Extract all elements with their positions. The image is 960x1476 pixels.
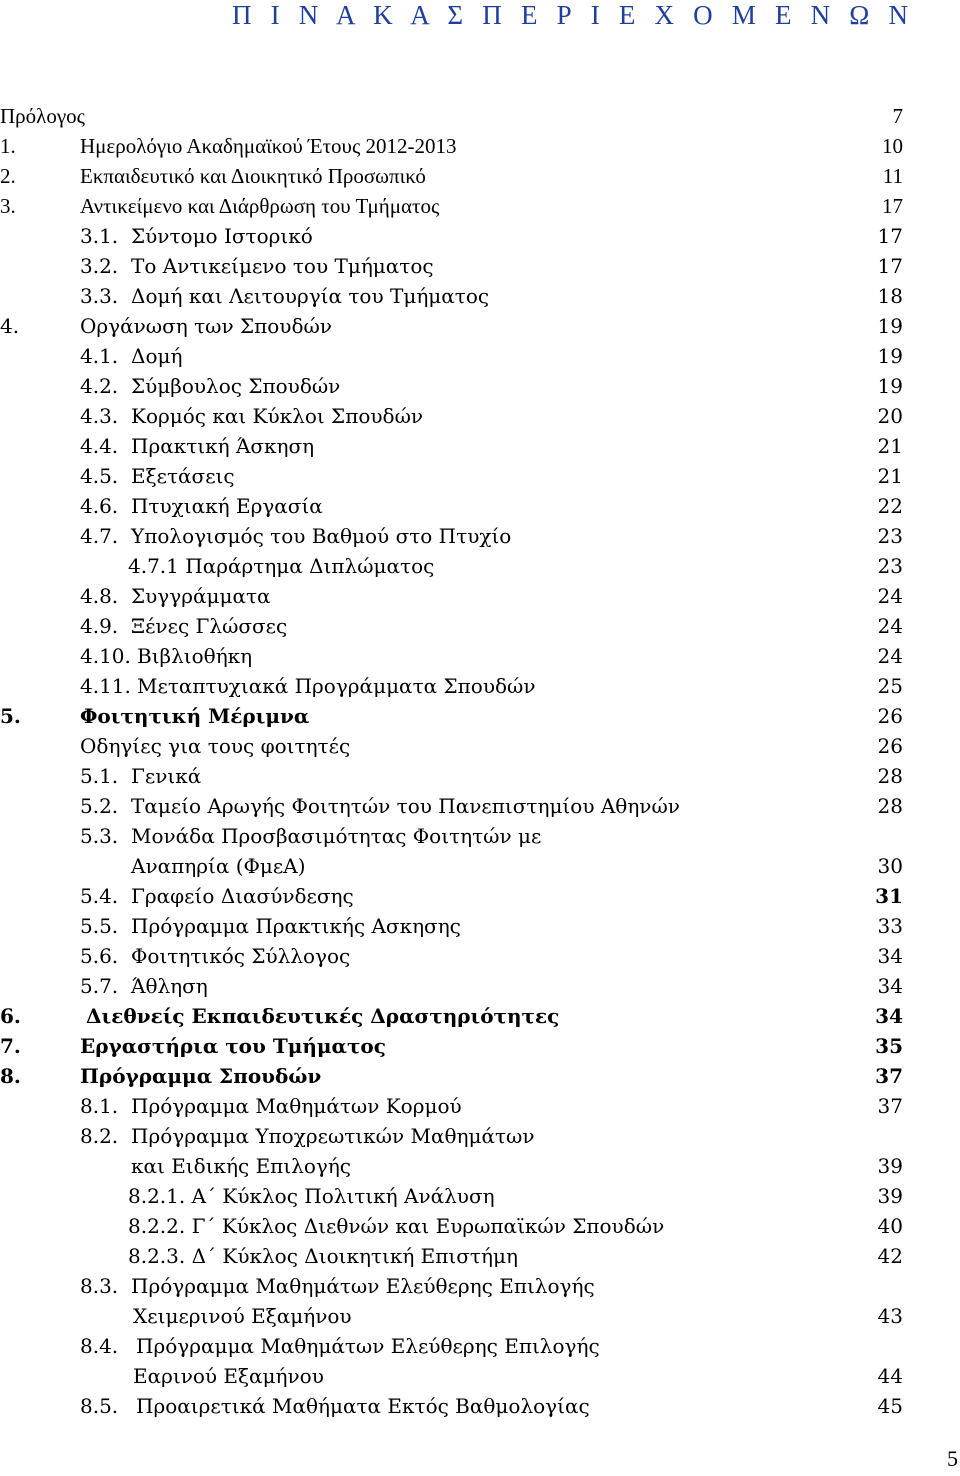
toc-entry (0, 191, 960, 221)
toc-entry (0, 971, 960, 1001)
toc-entry-page: 21 (877, 464, 903, 488)
toc-entry-page: 19 (877, 344, 903, 368)
toc-entry-page: 34 (877, 974, 903, 998)
toc-entry (0, 701, 960, 731)
toc-entry-text: Ταμείο Αρωγής Φοιτητών του Πανεπιστημίου Αθηνών (131, 794, 680, 818)
toc-entry (0, 1241, 960, 1271)
toc-entry (0, 461, 960, 491)
toc-entry-page: 17 (877, 254, 903, 278)
toc-entry-number: 5.2. (80, 794, 119, 818)
toc-entry-page: 24 (877, 614, 903, 638)
toc-entry-continuation (0, 1151, 960, 1181)
toc-entry (0, 821, 960, 851)
toc-entry-text: Πρόγραμμα Υποχρεωτικών Μαθημάτων (131, 1124, 535, 1148)
toc-entry-page: 18 (877, 284, 903, 308)
toc-entry-number: 8.3. (80, 1274, 119, 1298)
toc-entry-number: 3.1. (80, 224, 119, 248)
toc-entry-page: 21 (877, 434, 903, 458)
toc-entry (0, 551, 960, 581)
toc-entry-page: 30 (877, 854, 903, 878)
toc-entry-page: 20 (877, 404, 903, 428)
toc-entry-page: 33 (877, 914, 903, 938)
toc-entry-text: Άθληση (131, 974, 208, 998)
toc-entry-page: 43 (877, 1304, 903, 1328)
toc-entry-page: 28 (877, 794, 903, 818)
toc-entry-text: Μεταπτυχιακά Προγράμματα Σπουδών (137, 674, 536, 698)
toc-entry-page: 19 (877, 314, 903, 338)
toc-entry-text: Δομή και Λειτουργία του Τμήματος (131, 284, 490, 308)
toc-entry-page: 37 (875, 1064, 903, 1088)
toc-entry-page: 24 (877, 584, 903, 608)
toc-entry (0, 401, 960, 431)
toc-entry (0, 1001, 960, 1031)
toc-entry-page: 34 (875, 1004, 903, 1028)
toc-entry-number: 8. (0, 1064, 21, 1088)
toc-entry (0, 431, 960, 461)
toc-entry (0, 131, 960, 161)
toc-entry-number: 1. (0, 134, 16, 158)
toc-entry (0, 371, 960, 401)
toc-entry-text: Χειμερινού Εξαμήνου (133, 1304, 352, 1328)
toc-entry-number: 4.7. (80, 524, 119, 548)
toc-entry-text: Εαρινού Εξαμήνου (133, 1364, 324, 1388)
toc-entry-number: 4.5. (80, 464, 119, 488)
toc-entry (0, 1211, 960, 1241)
page-title: Π Ι Ν Α Κ Α Σ Π Ε Ρ Ι Ε Χ Ο Μ Ε Ν Ω Ν (232, 0, 915, 30)
toc-entry (0, 791, 960, 821)
toc-entry-number: 5.1. (80, 764, 119, 788)
toc-entry-text: Οδηγίες για τους φοιτητές (80, 734, 351, 758)
toc-entry-number: 8.5. (80, 1394, 119, 1418)
toc-entry-text: Σύντομο Ιστορικό (131, 224, 313, 248)
table-of-contents (0, 101, 960, 1421)
toc-entry (0, 1061, 960, 1091)
toc-entry-text: Ημερολόγιο Ακαδημαϊκού Έτους 2012-2013 (80, 134, 457, 158)
toc-entry-number: 4. (0, 314, 20, 338)
toc-entry-page: 17 (877, 224, 903, 248)
toc-entry-text: Το Αντικείμενο του Τμήματος (131, 254, 434, 278)
toc-entry-number: 3.3. (80, 284, 119, 308)
toc-entry-text: 4.7.1 Παράρτημα Διπλώματος (128, 554, 435, 578)
toc-entry-number: 7. (0, 1034, 21, 1058)
toc-entry-number: 5.5. (80, 914, 119, 938)
toc-entry-text: Κορμός και Κύκλοι Σπουδών (131, 404, 424, 428)
toc-entry-text: Διεθνείς Εκπαιδευτικές Δραστηριότητες (86, 1004, 560, 1028)
toc-entry-text: Φοιτητική Μέριμνα (80, 704, 310, 728)
toc-entry-text: Πρόλογος (0, 104, 85, 128)
toc-entry (0, 221, 960, 251)
toc-entry-page: 23 (877, 554, 903, 578)
toc-entry-page: 25 (877, 674, 903, 698)
toc-entry (0, 581, 960, 611)
toc-entry-text: Γραφείο Διασύνδεσης (131, 884, 354, 908)
toc-entry-page: 40 (877, 1214, 903, 1238)
toc-entry-number: 5.3. (80, 824, 119, 848)
toc-entry (0, 101, 960, 131)
toc-entry-page: 39 (877, 1184, 903, 1208)
toc-entry (0, 1091, 960, 1121)
toc-entry (0, 281, 960, 311)
toc-entry-page: 26 (877, 734, 903, 758)
toc-entry-text: Σύμβουλος Σπουδών (131, 374, 341, 398)
toc-entry (0, 761, 960, 791)
toc-entry-text: Πτυχιακή Εργασία (131, 494, 323, 518)
toc-entry-text: Υπολογισμός του Βαθμού στο Πτυχίο (131, 524, 512, 548)
toc-entry (0, 671, 960, 701)
toc-entry-page: 44 (877, 1364, 903, 1388)
toc-entry (0, 1331, 960, 1361)
toc-entry-number: 4.8. (80, 584, 119, 608)
toc-entry-page: 34 (877, 944, 903, 968)
toc-entry (0, 1271, 960, 1301)
toc-entry-text: Εξετάσεις (131, 464, 235, 488)
toc-entry-number: 3.2. (80, 254, 119, 278)
toc-entry (0, 1031, 960, 1061)
toc-entry (0, 161, 960, 191)
toc-entry-text: Δομή (131, 344, 183, 368)
toc-entry-text: Εργαστήρια του Τμήματος (80, 1034, 386, 1058)
toc-entry-page: 28 (877, 764, 903, 788)
toc-entry (0, 941, 960, 971)
toc-entry-text: Γενικά (131, 764, 202, 788)
toc-entry-number: 5. (0, 704, 21, 728)
toc-entry-page: 22 (877, 494, 903, 518)
toc-entry-page: 45 (877, 1394, 903, 1418)
toc-entry-text: 8.2.1. Α΄ Κύκλος Πολιτική Ανάλυση (128, 1184, 495, 1208)
toc-entry-number: 4.9. (80, 614, 119, 638)
toc-entry (0, 881, 960, 911)
toc-entry (0, 521, 960, 551)
toc-entry-text: Οργάνωση των Σπουδών (80, 314, 332, 338)
page-number: 5 (947, 1446, 958, 1471)
toc-entry-number: 3. (0, 194, 16, 218)
toc-entry (0, 311, 960, 341)
toc-entry-continuation (0, 851, 960, 881)
toc-entry-number: 4.10. (80, 644, 131, 668)
toc-entry-continuation (0, 1361, 960, 1391)
toc-entry-text: Φοιτητικός Σύλλογος (131, 944, 351, 968)
toc-entry-text: και Ειδικής Επιλογής (131, 1154, 352, 1178)
toc-entry-text: 8.2.2. Γ΄ Κύκλος Διεθνών και Ευρωπαϊκών Σπουδών (128, 1214, 665, 1238)
toc-entry-page: 11 (882, 164, 903, 188)
toc-entry-text: Πρόγραμμα Μαθημάτων Κορμού (131, 1094, 462, 1118)
toc-entry-continuation (0, 1301, 960, 1331)
toc-entry (0, 1391, 960, 1421)
toc-entry-number: 4.6. (80, 494, 119, 518)
toc-entry-text: Πρακτική Άσκηση (131, 434, 315, 458)
toc-entry-number: 4.3. (80, 404, 119, 428)
toc-entry-page: 7 (892, 104, 903, 128)
toc-entry (0, 491, 960, 521)
toc-entry-page: 17 (882, 194, 903, 218)
toc-entry (0, 251, 960, 281)
toc-entry (0, 641, 960, 671)
toc-entry-number: 8.1. (80, 1094, 119, 1118)
toc-entry-page: 39 (877, 1154, 903, 1178)
toc-entry-number: 4.11. (80, 674, 131, 698)
toc-entry-text: Πρόγραμμα Σπουδών (80, 1064, 322, 1088)
toc-entry-text: Αναπηρία (ΦμεΑ) (131, 854, 306, 878)
toc-entry-text: Πρόγραμμα Μαθημάτων Ελεύθερης Επιλογής (131, 1274, 595, 1298)
toc-entry-page: 26 (877, 704, 903, 728)
toc-entry (0, 341, 960, 371)
toc-entry-text: Προαιρετικά Μαθήματα Εκτός Βαθμολογίας (136, 1394, 590, 1418)
toc-entry-page: 19 (877, 374, 903, 398)
toc-entry-number: 4.2. (80, 374, 119, 398)
toc-entry-page: 37 (877, 1094, 903, 1118)
toc-entry (0, 731, 960, 761)
toc-entry (0, 911, 960, 941)
toc-entry-page: 23 (877, 524, 903, 548)
toc-entry-number: 8.4. (80, 1334, 119, 1358)
toc-entry-text: Εκπαιδευτικό και Διοικητικό Προσωπικό (80, 164, 426, 188)
toc-entry-page: 35 (875, 1034, 903, 1058)
toc-entry-text: 8.2.3. Δ΄ Κύκλος Διοικητική Επιστήμη (128, 1244, 518, 1268)
toc-entry-text: Μονάδα Προσβασιμότητας Φοιτητών με (131, 824, 542, 848)
toc-entry-number: 5.4. (80, 884, 119, 908)
toc-entry (0, 611, 960, 641)
toc-entry-page: 10 (882, 134, 903, 158)
toc-entry-page: 24 (877, 644, 903, 668)
toc-entry-number: 5.6. (80, 944, 119, 968)
toc-entry-text: Βιβλιοθήκη (137, 644, 253, 668)
toc-entry-text: Αντικείμενο και Διάρθρωση του Τμήματος (80, 194, 440, 218)
toc-entry-text: Πρόγραμμα Πρακτικής Ασκησης (131, 914, 461, 938)
toc-entry-text: Συγγράμματα (131, 584, 271, 608)
toc-entry-text: Πρόγραμμα Μαθημάτων Ελεύθερης Επιλογής (136, 1334, 600, 1358)
toc-entry-number: 5.7. (80, 974, 119, 998)
toc-entry-number: 8.2. (80, 1124, 119, 1148)
toc-entry-number: 2. (0, 164, 16, 188)
toc-entry-number: 6. (0, 1004, 21, 1028)
toc-entry-text: Ξένες Γλώσσες (131, 614, 288, 638)
toc-entry (0, 1181, 960, 1211)
toc-entry (0, 1121, 960, 1151)
toc-entry-page: 31 (875, 884, 903, 908)
toc-entry-page: 42 (877, 1244, 903, 1268)
toc-entry-number: 4.4. (80, 434, 119, 458)
toc-entry-number: 4.1. (80, 344, 119, 368)
